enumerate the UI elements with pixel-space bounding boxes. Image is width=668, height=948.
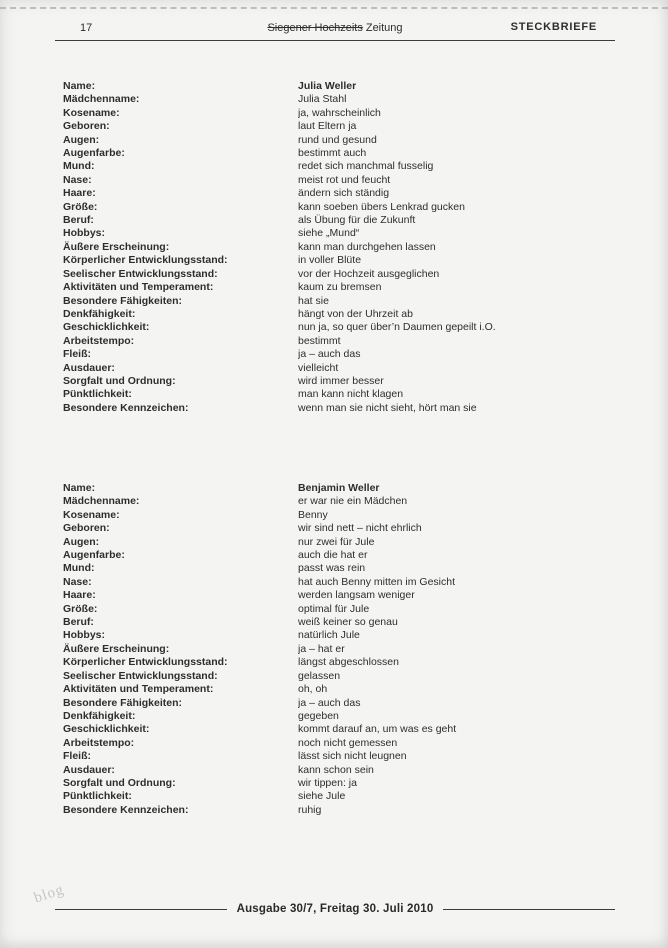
field-label: Augenfarbe: [63, 147, 125, 160]
field-label: Fleiß: [63, 348, 91, 361]
field-label: Kosename: [63, 106, 120, 119]
field-value: auch die hat er [298, 549, 368, 562]
page-header [55, 20, 615, 36]
profile-row [63, 160, 630, 173]
field-value: längst abgeschlossen [298, 656, 399, 669]
profile-row [63, 402, 630, 415]
field-label: Beruf: [63, 616, 94, 629]
field-label: Geboren: [63, 120, 110, 133]
field-value: Benjamin Weller [298, 482, 380, 494]
field-value: laut Eltern ja [298, 120, 357, 133]
header-rule [55, 40, 615, 41]
profile-row [63, 790, 630, 803]
footer-rule-left [55, 909, 227, 910]
profile-row [63, 656, 630, 669]
field-value: er war nie ein Mädchen [298, 495, 408, 508]
section-title: STECKBRIEFE [510, 21, 597, 33]
profile-row [63, 321, 630, 334]
profile-row [63, 643, 630, 656]
field-value: redet sich manchmal fusselig [298, 160, 434, 173]
profile-row [63, 227, 630, 240]
profile-row [63, 804, 630, 817]
profile-row [63, 335, 630, 348]
field-value: passt was rein [298, 562, 366, 575]
profile-row [63, 295, 630, 308]
profile-row [63, 549, 630, 562]
profile-row [63, 697, 630, 710]
field-value: kann schon sein [298, 763, 374, 776]
field-label: Besondere Kennzeichen: [63, 803, 189, 816]
field-value: ja – hat er [298, 642, 345, 655]
field-label: Seelischer Entwicklungsstand: [63, 267, 218, 280]
field-label: Ausdauer: [63, 361, 115, 374]
field-label: Arbeitstempo: [63, 334, 135, 347]
field-value: rund und gesund [298, 133, 377, 146]
title-struck-part: Siegener Hochzeits [267, 22, 363, 34]
profile-row [63, 683, 630, 696]
profile-row [63, 737, 630, 750]
field-label: Geschicklichkeit: [63, 321, 150, 334]
field-value: bestimmt [298, 334, 341, 347]
field-value: oh, oh [298, 683, 328, 696]
field-value: nun ja, so quer über’n Daumen gepeilt i.O. [298, 321, 496, 334]
field-label: Beruf: [63, 214, 94, 227]
field-value: hat auch Benny mitten im Gesicht [298, 575, 455, 588]
field-value: hängt von der Uhrzeit ab [298, 307, 413, 320]
field-value: wird immer besser [298, 374, 384, 387]
field-value: Benny [298, 508, 328, 521]
field-value: bestimmt auch [298, 147, 367, 160]
field-label: Körperlicher Entwicklungsstand: [63, 254, 228, 267]
field-value: gelassen [298, 669, 341, 682]
field-label: Mädchenname: [63, 495, 140, 508]
field-value: meist rot und feucht [298, 173, 391, 186]
field-label: Name: [63, 80, 96, 92]
watermark-blog: blog [32, 881, 67, 907]
profile-row [63, 375, 630, 388]
field-label: Nase: [63, 575, 92, 588]
field-value: nur zwei für Jule [298, 535, 375, 548]
profile-row [63, 576, 630, 589]
field-label: Größe: [63, 200, 98, 213]
profile-row [63, 308, 630, 321]
field-label: Ausdauer: [63, 763, 115, 776]
footer-rule-right [443, 909, 615, 910]
page-number: 17 [80, 22, 93, 34]
field-label: Seelischer Entwicklungsstand: [63, 669, 218, 682]
field-label: Äußere Erscheinung: [63, 642, 170, 655]
profile-row [63, 187, 630, 200]
field-value: ja – auch das [298, 348, 361, 361]
field-label: Name: [63, 482, 96, 494]
profile-row [63, 750, 630, 763]
field-label: Besondere Fähigkeiten: [63, 294, 183, 307]
title-rest-part: Zeitung [365, 22, 403, 34]
field-value: ja, wahrscheinlich [298, 106, 381, 119]
page-footer [55, 903, 615, 915]
profile-row [63, 495, 630, 508]
profile-row [63, 174, 630, 187]
profile-row [63, 482, 630, 495]
profile-row [63, 80, 630, 93]
profile-row [63, 589, 630, 602]
profile-row [63, 764, 630, 777]
field-value: wenn man sie nicht sieht, hört man sie [298, 401, 477, 414]
field-value: ja – auch das [298, 696, 361, 709]
profile-row [63, 509, 630, 522]
field-value: kann man durchgehen lassen [298, 240, 436, 253]
profile-row [63, 710, 630, 723]
field-value: noch nicht gemessen [298, 736, 398, 749]
profile-row [63, 93, 630, 106]
field-value: ruhig [298, 803, 322, 816]
field-label: Sorgfalt und Ordnung: [63, 374, 176, 387]
field-label: Mund: [63, 160, 95, 173]
field-value: natürlich Jule [298, 629, 360, 642]
profile-row [63, 603, 630, 616]
field-value: gegeben [298, 709, 339, 722]
profile-row [63, 120, 630, 133]
field-label: Äußere Erscheinung: [63, 240, 170, 253]
profile-row [63, 134, 630, 147]
field-label: Mund: [63, 562, 95, 575]
footer-issue-text: Ausgabe 30/7, Freitag 30. Juli 2010 [236, 903, 434, 915]
field-label: Augen: [63, 133, 100, 146]
profile-row [63, 107, 630, 120]
field-label: Aktivitäten und Temperament: [63, 683, 214, 696]
field-value: kommt darauf an, um was es geht [298, 723, 457, 736]
field-label: Hobbys: [63, 629, 105, 642]
perforation-line [0, 7, 668, 9]
profile-row [63, 723, 630, 736]
field-value: lässt sich nicht leugnen [298, 750, 407, 763]
field-label: Pünktlichkeit: [63, 388, 132, 401]
profile-row [63, 777, 630, 790]
field-value: optimal für Jule [298, 602, 370, 615]
field-value: vielleicht [298, 361, 339, 374]
field-label: Arbeitstempo: [63, 736, 135, 749]
field-value: kann soeben übers Lenkrad gucken [298, 200, 465, 213]
field-value: wir tippen: ja [298, 776, 357, 789]
field-value: siehe „Mund“ [298, 227, 360, 240]
profile-row [63, 268, 630, 281]
field-label: Nase: [63, 173, 92, 186]
profile-row [63, 388, 630, 401]
profile-row [63, 201, 630, 214]
profile-row [63, 562, 630, 575]
field-label: Geschicklichkeit: [63, 723, 150, 736]
profile-row [63, 241, 630, 254]
field-value: Julia Stahl [298, 93, 347, 106]
field-label: Denkfähigkeit: [63, 307, 136, 320]
field-label: Haare: [63, 187, 96, 200]
field-label: Pünktlichkeit: [63, 790, 132, 803]
field-value: weiß keiner so genau [298, 616, 398, 629]
field-label: Haare: [63, 589, 96, 602]
field-label: Mädchenname: [63, 93, 140, 106]
field-label: Denkfähigkeit: [63, 709, 136, 722]
field-value: wir sind nett – nicht ehrlich [298, 522, 422, 535]
profile-row [63, 536, 630, 549]
profile-row [63, 522, 630, 535]
profile-row [63, 616, 630, 629]
field-label: Aktivitäten und Temperament: [63, 281, 214, 294]
profile-row [63, 670, 630, 683]
profile-row [63, 281, 630, 294]
profile-julia-weller [63, 80, 630, 415]
field-value: ändern sich ständig [298, 187, 390, 200]
field-label: Sorgfalt und Ordnung: [63, 776, 176, 789]
field-value: man kann nicht klagen [298, 388, 404, 401]
field-label: Größe: [63, 602, 98, 615]
profile-row [63, 147, 630, 160]
field-label: Besondere Fähigkeiten: [63, 696, 183, 709]
field-label: Hobbys: [63, 227, 105, 240]
profile-row [63, 362, 630, 375]
field-label: Körperlicher Entwicklungsstand: [63, 656, 228, 669]
profile-row [63, 214, 630, 227]
field-value: vor der Hochzeit ausgeglichen [298, 267, 440, 280]
field-label: Augenfarbe: [63, 549, 125, 562]
field-value: als Übung für die Zukunft [298, 214, 416, 227]
field-value: werden langsam weniger [298, 589, 415, 602]
field-value: siehe Jule [298, 790, 346, 803]
field-value: Julia Weller [298, 80, 357, 92]
profile-row [63, 348, 630, 361]
field-label: Besondere Kennzeichen: [63, 401, 189, 414]
field-label: Geboren: [63, 522, 110, 535]
field-label: Augen: [63, 535, 100, 548]
profile-row [63, 629, 630, 642]
field-value: kaum zu bremsen [298, 281, 382, 294]
profile-benjamin-weller [63, 482, 630, 817]
field-value: in voller Blüte [298, 254, 362, 267]
field-label: Kosename: [63, 508, 120, 521]
profile-row [63, 254, 630, 267]
field-value: hat sie [298, 294, 329, 307]
field-label: Fleiß: [63, 750, 91, 763]
